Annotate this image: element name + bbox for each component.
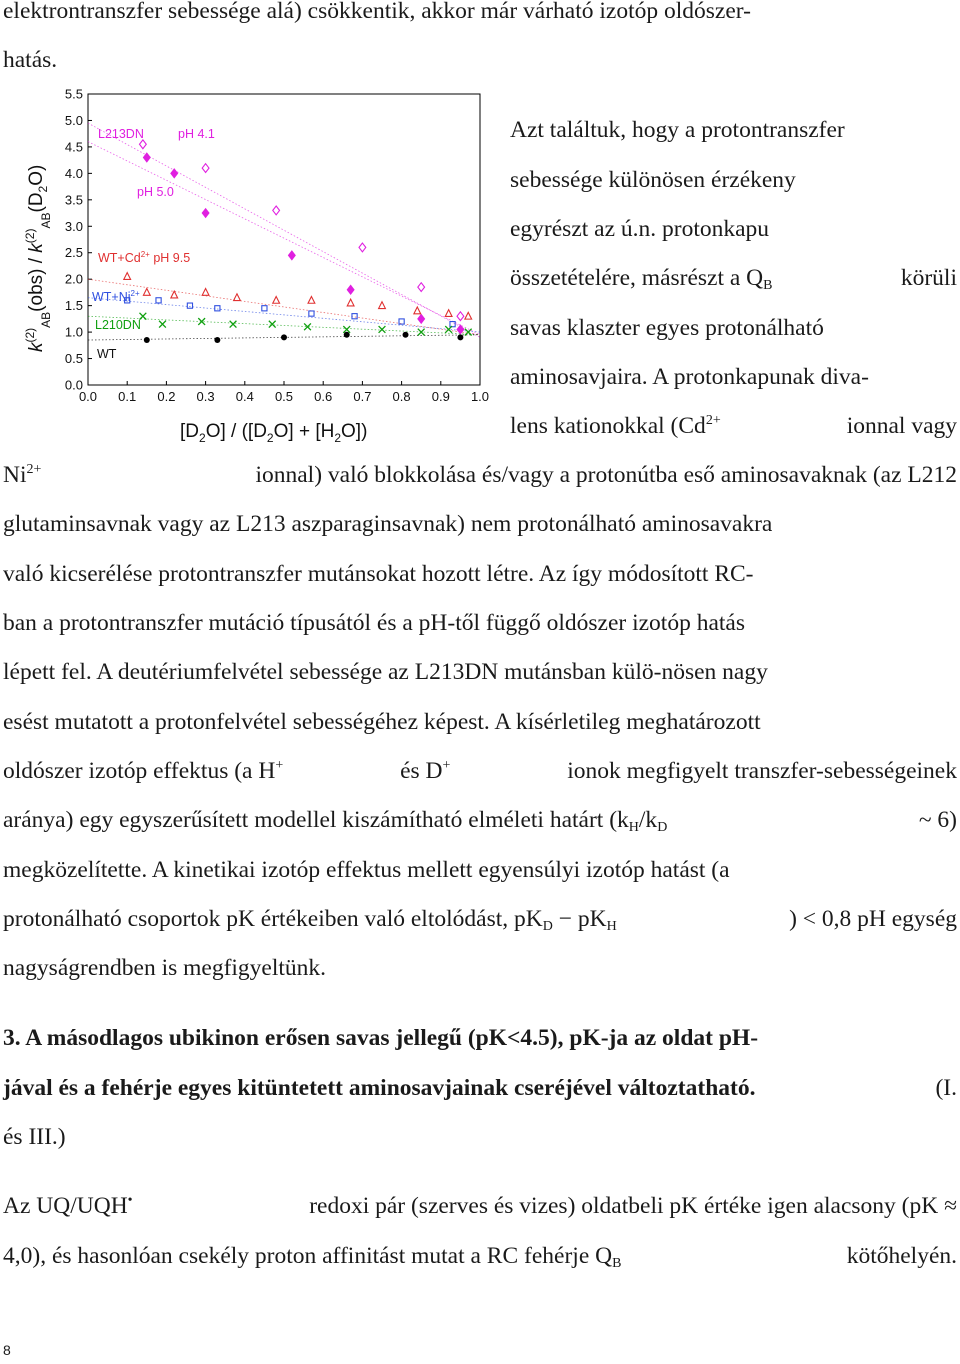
wt-point: [214, 337, 220, 343]
section-heading: [3, 1073, 957, 1103]
text-line: [3, 1241, 957, 1271]
l213dn_ph41-point: [359, 243, 366, 252]
wt-point: [403, 332, 409, 338]
wt_ni-point: [187, 303, 192, 308]
text-line: esést mutatott a protonfelvétel sebességéhez képest. A kísérletileg meghatározott: [3, 709, 761, 735]
x-axis-label: $[D_2O] / ([D_2O] + [H_2O])$: [180, 421, 368, 445]
column-text-line: Azt találtuk, hogy a protontranszfer: [510, 117, 845, 143]
text-span: 4,0), és hasonlóan csekély proton affinitást mutat a RC fehérje $Q_B$: [3, 1243, 622, 1271]
y-tick-label: 0.5: [64, 351, 83, 367]
text-line: [3, 904, 957, 934]
section-heading: 3. A másodlagos ubikinon erősen savas jellegű (pK<4.5), pK-ja az oldat pH-: [3, 1025, 759, 1051]
wt_ni-point: [399, 319, 404, 324]
y-tick-label: 5.5: [64, 86, 83, 102]
text-span: lens kationokkal ($Cd^{2+}$: [510, 413, 721, 439]
wt-point: [281, 334, 287, 340]
wt_ni-point: [309, 311, 314, 316]
wt-point: [344, 332, 350, 338]
text-span: oldószer izotóp effektus (a H+: [3, 758, 284, 784]
column-text-line: egyrészt az ú.n. protonkapu: [510, 216, 770, 242]
text-span: ~ 6): [918, 807, 957, 833]
text-span: ) < 0,8 pH egység: [789, 906, 957, 932]
wt_cd-point: [347, 299, 354, 306]
x-tick-label: 0.8: [392, 389, 411, 404]
column-text-line: aminosavjaira. A protonkapunak diva-: [510, 364, 869, 390]
l210dn-point: [379, 326, 386, 333]
wt_ni-point: [156, 298, 161, 303]
l213dn_ph50-point: [288, 251, 295, 260]
text-span: redoxi pár (szerves és vizes) oldatbeli pK értéke igen alacsony (pK ≈: [309, 1193, 957, 1219]
wt_ni-point: [450, 322, 455, 327]
wt_cd-point: [445, 310, 452, 317]
x-tick-label: 1.0: [470, 389, 490, 404]
l213dn_ph41-point: [418, 283, 425, 292]
column-text-line: sebessége különösen érzékeny: [510, 167, 796, 193]
y-tick-label: 2.5: [64, 245, 83, 261]
y-tick-label: 1.5: [64, 298, 83, 314]
x-tick-label: 0.9: [431, 389, 450, 404]
y-tick-label: 0.0: [64, 377, 83, 393]
wt_cd-point: [234, 294, 241, 301]
text-span: ionnal vagy: [846, 413, 957, 439]
text-span: Az UQ/UQH•: [3, 1193, 133, 1219]
l213dn_ph50-fit-line: [88, 142, 480, 335]
text-span: aránya) egy egyszerűsített modellel kiszámítható elméleti határt ($k_H/k_D$: [3, 807, 668, 835]
annotation-ph50: pH 5.0: [137, 185, 174, 199]
text-line: hatás.: [3, 47, 58, 73]
text-line: való kicserélése protontranszfer mutánsokat hozott létre. Az így módosított RC-: [3, 561, 754, 587]
text-span: (I.: [935, 1075, 957, 1101]
text-line: nagyságrendben is megfigyeltünk.: [3, 955, 327, 981]
text-span: $Ni^{2+}$: [3, 462, 42, 488]
wt_cd-point: [414, 307, 421, 314]
wt_cd-point: [308, 296, 315, 303]
l213dn_ph41-point: [139, 140, 146, 149]
l213dn_ph50-point: [418, 314, 425, 323]
annotation-wt-ni: $WT+Ni^{2+}$: [92, 289, 140, 304]
wt_cd-point: [379, 302, 386, 309]
wt_ni-point: [262, 306, 267, 311]
wt_ni-point: [215, 306, 220, 311]
wt_cd-point: [143, 289, 150, 296]
annotation-wt: WT: [97, 347, 117, 361]
wt_cd-point: [124, 273, 131, 280]
wt-point: [144, 337, 150, 343]
column-text-line: [510, 263, 957, 293]
l213dn_ph50-point: [202, 209, 209, 218]
l210dn-point: [269, 321, 276, 328]
y-axis-label: $k^{(2)}_{AB}(obs) / k^{(2)}_{AB}(D_2O)$: [23, 164, 53, 352]
text-line: [3, 460, 957, 490]
l210dn-point: [230, 321, 237, 328]
annotation-wt-cd: $WT+Cd^{2+}$ pH 9.5: [98, 250, 191, 265]
text-line: [3, 805, 957, 835]
column-text-line: [510, 411, 957, 441]
wt_cd-point: [273, 296, 280, 303]
annotation-ph41: pH 4.1: [178, 127, 215, 141]
text-span: jával és a fehérje egyes kitüntetett aminosavjainak cseréjével változtatható.: [3, 1075, 756, 1101]
wt_cd-point: [465, 312, 472, 319]
x-tick-label: 0.7: [353, 389, 372, 404]
y-tick-label: 3.5: [64, 192, 83, 208]
annotation-l213dn: L213DN: [98, 127, 144, 141]
text-span: összetételére, másrészt a $Q_B$: [510, 265, 773, 293]
x-tick-label: 0.0: [78, 389, 98, 404]
text-line: megközelítette. A kinetikai izotóp effektus mellett egyensúlyi izotóp hatást (a: [3, 857, 730, 883]
x-tick-label: 0.3: [196, 389, 215, 404]
y-tick-label: 3.0: [64, 218, 83, 234]
wt-point: [457, 334, 463, 340]
text-line: [3, 1191, 957, 1221]
x-tick-label: 0.5: [274, 389, 294, 404]
column-text-line: savas klaszter egyes protonálható: [510, 315, 824, 341]
text-span: ionnal) való blokkolása és/vagy a protonútba eső aminosavaknak (az L212: [255, 462, 957, 488]
l210dn-point: [465, 329, 472, 336]
l213dn_ph50-point: [143, 153, 150, 162]
l210dn-point: [418, 329, 425, 336]
text-line: [3, 756, 957, 786]
text-span: ionok megfigyelt transzfer-sebességeinek: [567, 758, 957, 784]
l213dn_ph41-point: [273, 206, 280, 215]
text-span: és D+: [400, 758, 451, 784]
y-tick-label: 5.0: [64, 112, 83, 128]
l213dn_ph41-point: [457, 312, 464, 321]
y-tick-label: 2.0: [64, 271, 83, 287]
l213dn_ph41-point: [202, 164, 209, 173]
y-tick-label: 4.0: [64, 165, 83, 181]
y-tick-label: 1.0: [64, 324, 83, 340]
text-span: kötőhelyén.: [846, 1243, 957, 1269]
text-line: elektrontranszfer sebessége alá) csökkentik, akkor már várható izotóp oldószer-: [3, 0, 751, 24]
isotope-effect-chart: [0, 84, 500, 450]
wt_cd-point: [171, 291, 178, 298]
text-line: lépett fel. A deutériumfelvétel sebessége az L213DN mutánsban külö-nösen nagy: [3, 659, 768, 685]
text-line: glutaminsavnak vagy az L213 aszparaginsavnak) nem protonálható aminosavakra: [3, 511, 773, 537]
wt_cd-point: [202, 289, 209, 296]
text-span: körüli: [900, 265, 957, 291]
x-tick-label: 0.4: [235, 389, 254, 404]
x-tick-label: 0.2: [157, 389, 176, 404]
l213dn_ph50-point: [171, 169, 178, 178]
page-number: 8: [3, 1342, 11, 1358]
x-tick-label: 0.1: [118, 389, 137, 404]
y-tick-label: 4.5: [64, 139, 83, 155]
annotation-l210dn: L210DN: [95, 318, 141, 332]
text-span: protonálható csoportok pK értékeiben való eltolódást, $pK_D - pK_H$: [3, 906, 617, 934]
wt_ni-point: [352, 314, 357, 319]
x-tick-label: 0.6: [314, 389, 333, 404]
l213dn_ph50-point: [347, 285, 354, 294]
l210dn-point: [159, 321, 166, 328]
text-line: és III.): [3, 1124, 66, 1150]
text-line: ban a protontranszfer mutáció típusától és a pH-től függő oldószer izotóp hatás: [3, 610, 745, 636]
